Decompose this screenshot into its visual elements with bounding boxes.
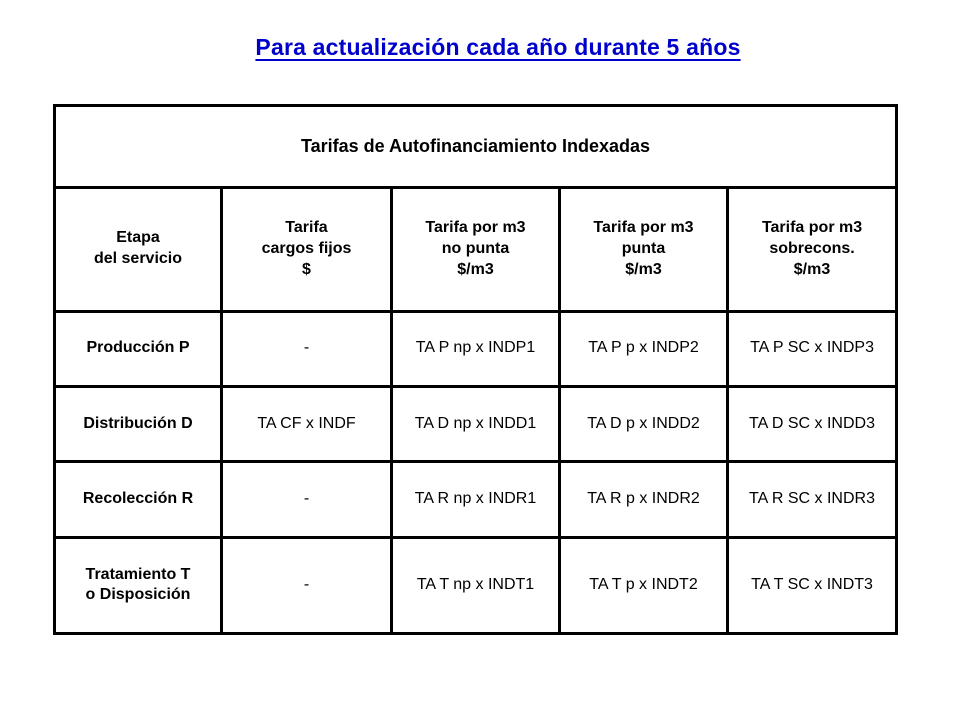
column-header-fixed-charges [222, 187, 392, 311]
caption-row [55, 106, 897, 188]
tariff-table [53, 104, 898, 635]
table-cell: TA D SC x INDD3 [728, 387, 897, 462]
column-header-peak [560, 187, 728, 311]
stage-cell [55, 462, 222, 537]
stage-label: Tratamiento T [85, 565, 191, 583]
column-header-off-peak [392, 187, 560, 311]
header-line: Tarifa por m3 [425, 218, 526, 236]
table-cell: TA D np x INDD1 [392, 387, 560, 462]
stage-label: Producción P [86, 339, 190, 357]
header-line: punta [621, 239, 666, 257]
table-row [55, 387, 897, 462]
header-line: $/m3 [457, 260, 494, 278]
column-header-stage [55, 187, 222, 311]
table-cell: TA R SC x INDR3 [728, 462, 897, 537]
table-cell: TA P SC x INDP3 [728, 311, 897, 386]
table-cell: - [222, 537, 392, 633]
table-row [55, 537, 897, 633]
stage-cell [55, 311, 222, 386]
header-line: no punta [441, 239, 510, 257]
table-cell: TA T SC x INDT3 [728, 537, 897, 633]
table-cell: TA R np x INDR1 [392, 462, 560, 537]
table-row [55, 462, 897, 537]
table-row [55, 311, 897, 386]
stage-label: Distribución D [83, 414, 193, 432]
header-line: sobrecons. [769, 239, 855, 257]
table-cell: - [222, 462, 392, 537]
table-cell: TA P np x INDP1 [392, 311, 560, 386]
table-cell: TA R p x INDR2 [560, 462, 728, 537]
table-cell: TA D p x INDD2 [560, 387, 728, 462]
stage-label: o Disposición [85, 586, 191, 604]
table-cell: TA T np x INDT1 [392, 537, 560, 633]
header-line: Tarifa por m3 [761, 218, 863, 236]
header-line: $ [302, 260, 311, 278]
table-cell: TA T p x INDT2 [560, 537, 728, 633]
header-line: cargos fijos [261, 239, 352, 257]
header-line: Tarifa por m3 [593, 218, 694, 236]
header-line: Tarifa [285, 218, 328, 236]
page-title: Para actualización cada año durante 5 años [255, 34, 741, 60]
column-header-overconsumption [728, 187, 897, 311]
stage-cell [55, 537, 222, 633]
table-caption: Tarifas de Autofinanciamiento Indexadas [55, 106, 897, 188]
header-line: $/m3 [793, 260, 831, 278]
stage-label: Recolección R [82, 490, 194, 508]
header-line: del servicio [93, 250, 183, 268]
header-line: $/m3 [625, 260, 662, 278]
header-row [55, 187, 897, 311]
table-cell: TA CF x INDF [222, 387, 392, 462]
header-line: Etapa [116, 229, 160, 247]
stage-cell [55, 387, 222, 462]
table-cell: - [222, 311, 392, 386]
table-cell: TA P p x INDP2 [560, 311, 728, 386]
